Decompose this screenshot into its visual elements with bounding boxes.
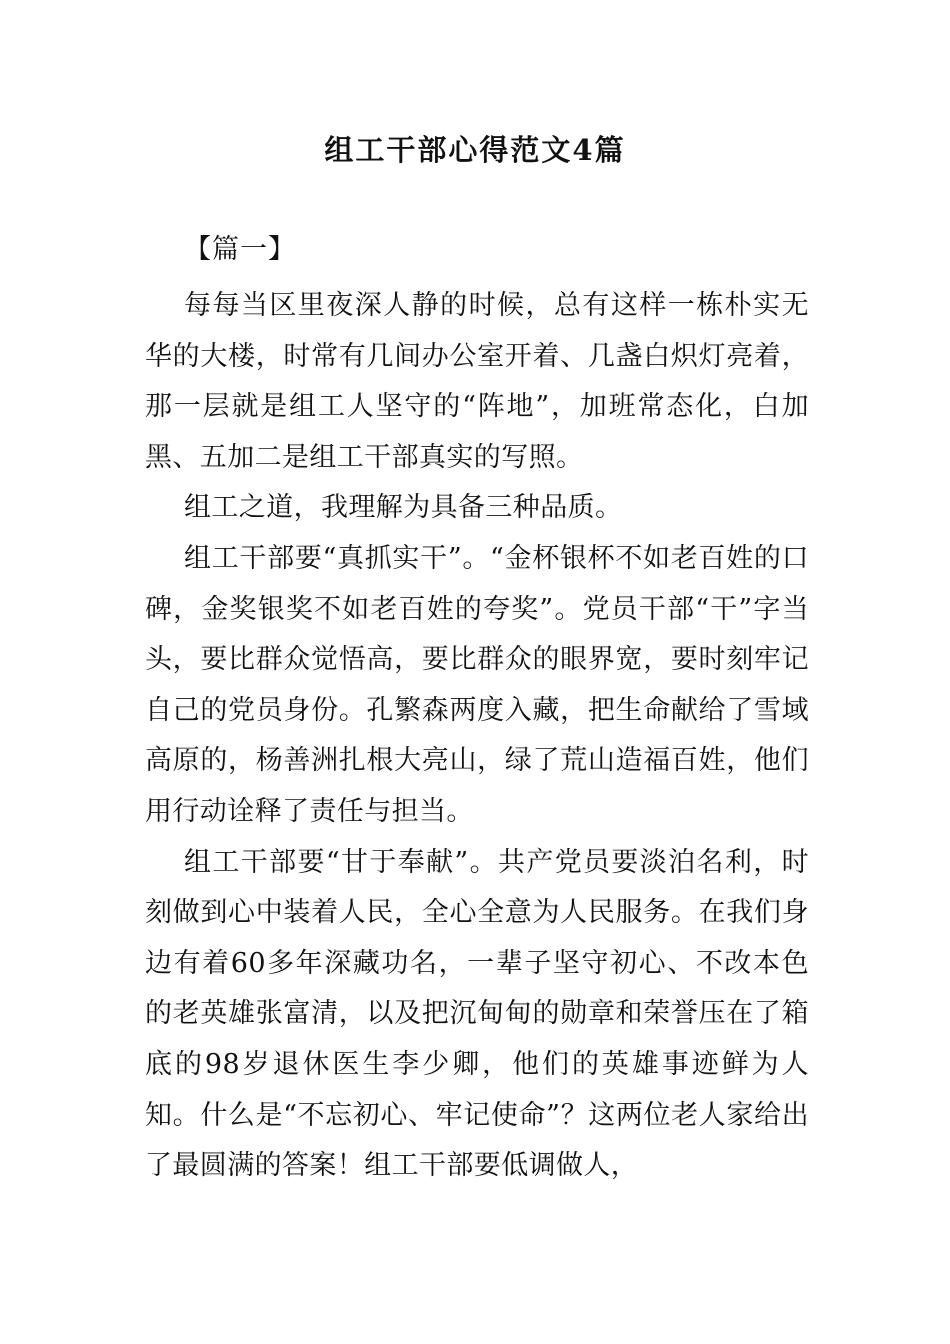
paragraph-3: 组工干部要“真抓实干”。“金杯银杯不如老百姓的口碑，金奖银奖不如老百姓的夸奖”。党员干部“干”字当头，要比群众觉悟高，要比群众的眼界宽，要时刻牢记自己的党员身份。孔繁森两度入藏，把生命献给了雪域高原的，杨善洲扎根大亮山，绿了荒山造福百姓，他们用行动诠释了责任与担当。	[145, 542, 809, 827]
section-heading: 【篇一】	[184, 234, 296, 265]
paragraph-1: 每每当区里夜深人静的时候，总有这样一栋朴实无华的大楼，时常有几间办公室开着、几盏白炽灯亮着，那一层就是组工人坚守的“阵地”，加班常态化，白加黑、五加二是组工干部真实的写照。	[145, 290, 809, 473]
paragraph-2: 组工之道，我理解为具备三种品质。	[184, 492, 623, 524]
document-title: 组工干部心得范文4篇	[324, 133, 626, 167]
paragraph-4: 组工干部要“甘于奉献”。共产党员要淡泊名利，时刻做到心中装着人民，全心全意为人民服务。在我们身边有着60多年深藏功名，一辈子坚守初心、不改本色的老英雄张富清，以及把沉甸甸的勋章和荣誉压在了箱底的98岁退休医生李少卿，他们的英雄事迹鲜为人知。什么是“不忘初心、牢记使命”？这两位老人家给出了最圆满的答案！组工干部要低调做人，	[145, 846, 809, 1182]
document-body	[145, 281, 809, 1192]
